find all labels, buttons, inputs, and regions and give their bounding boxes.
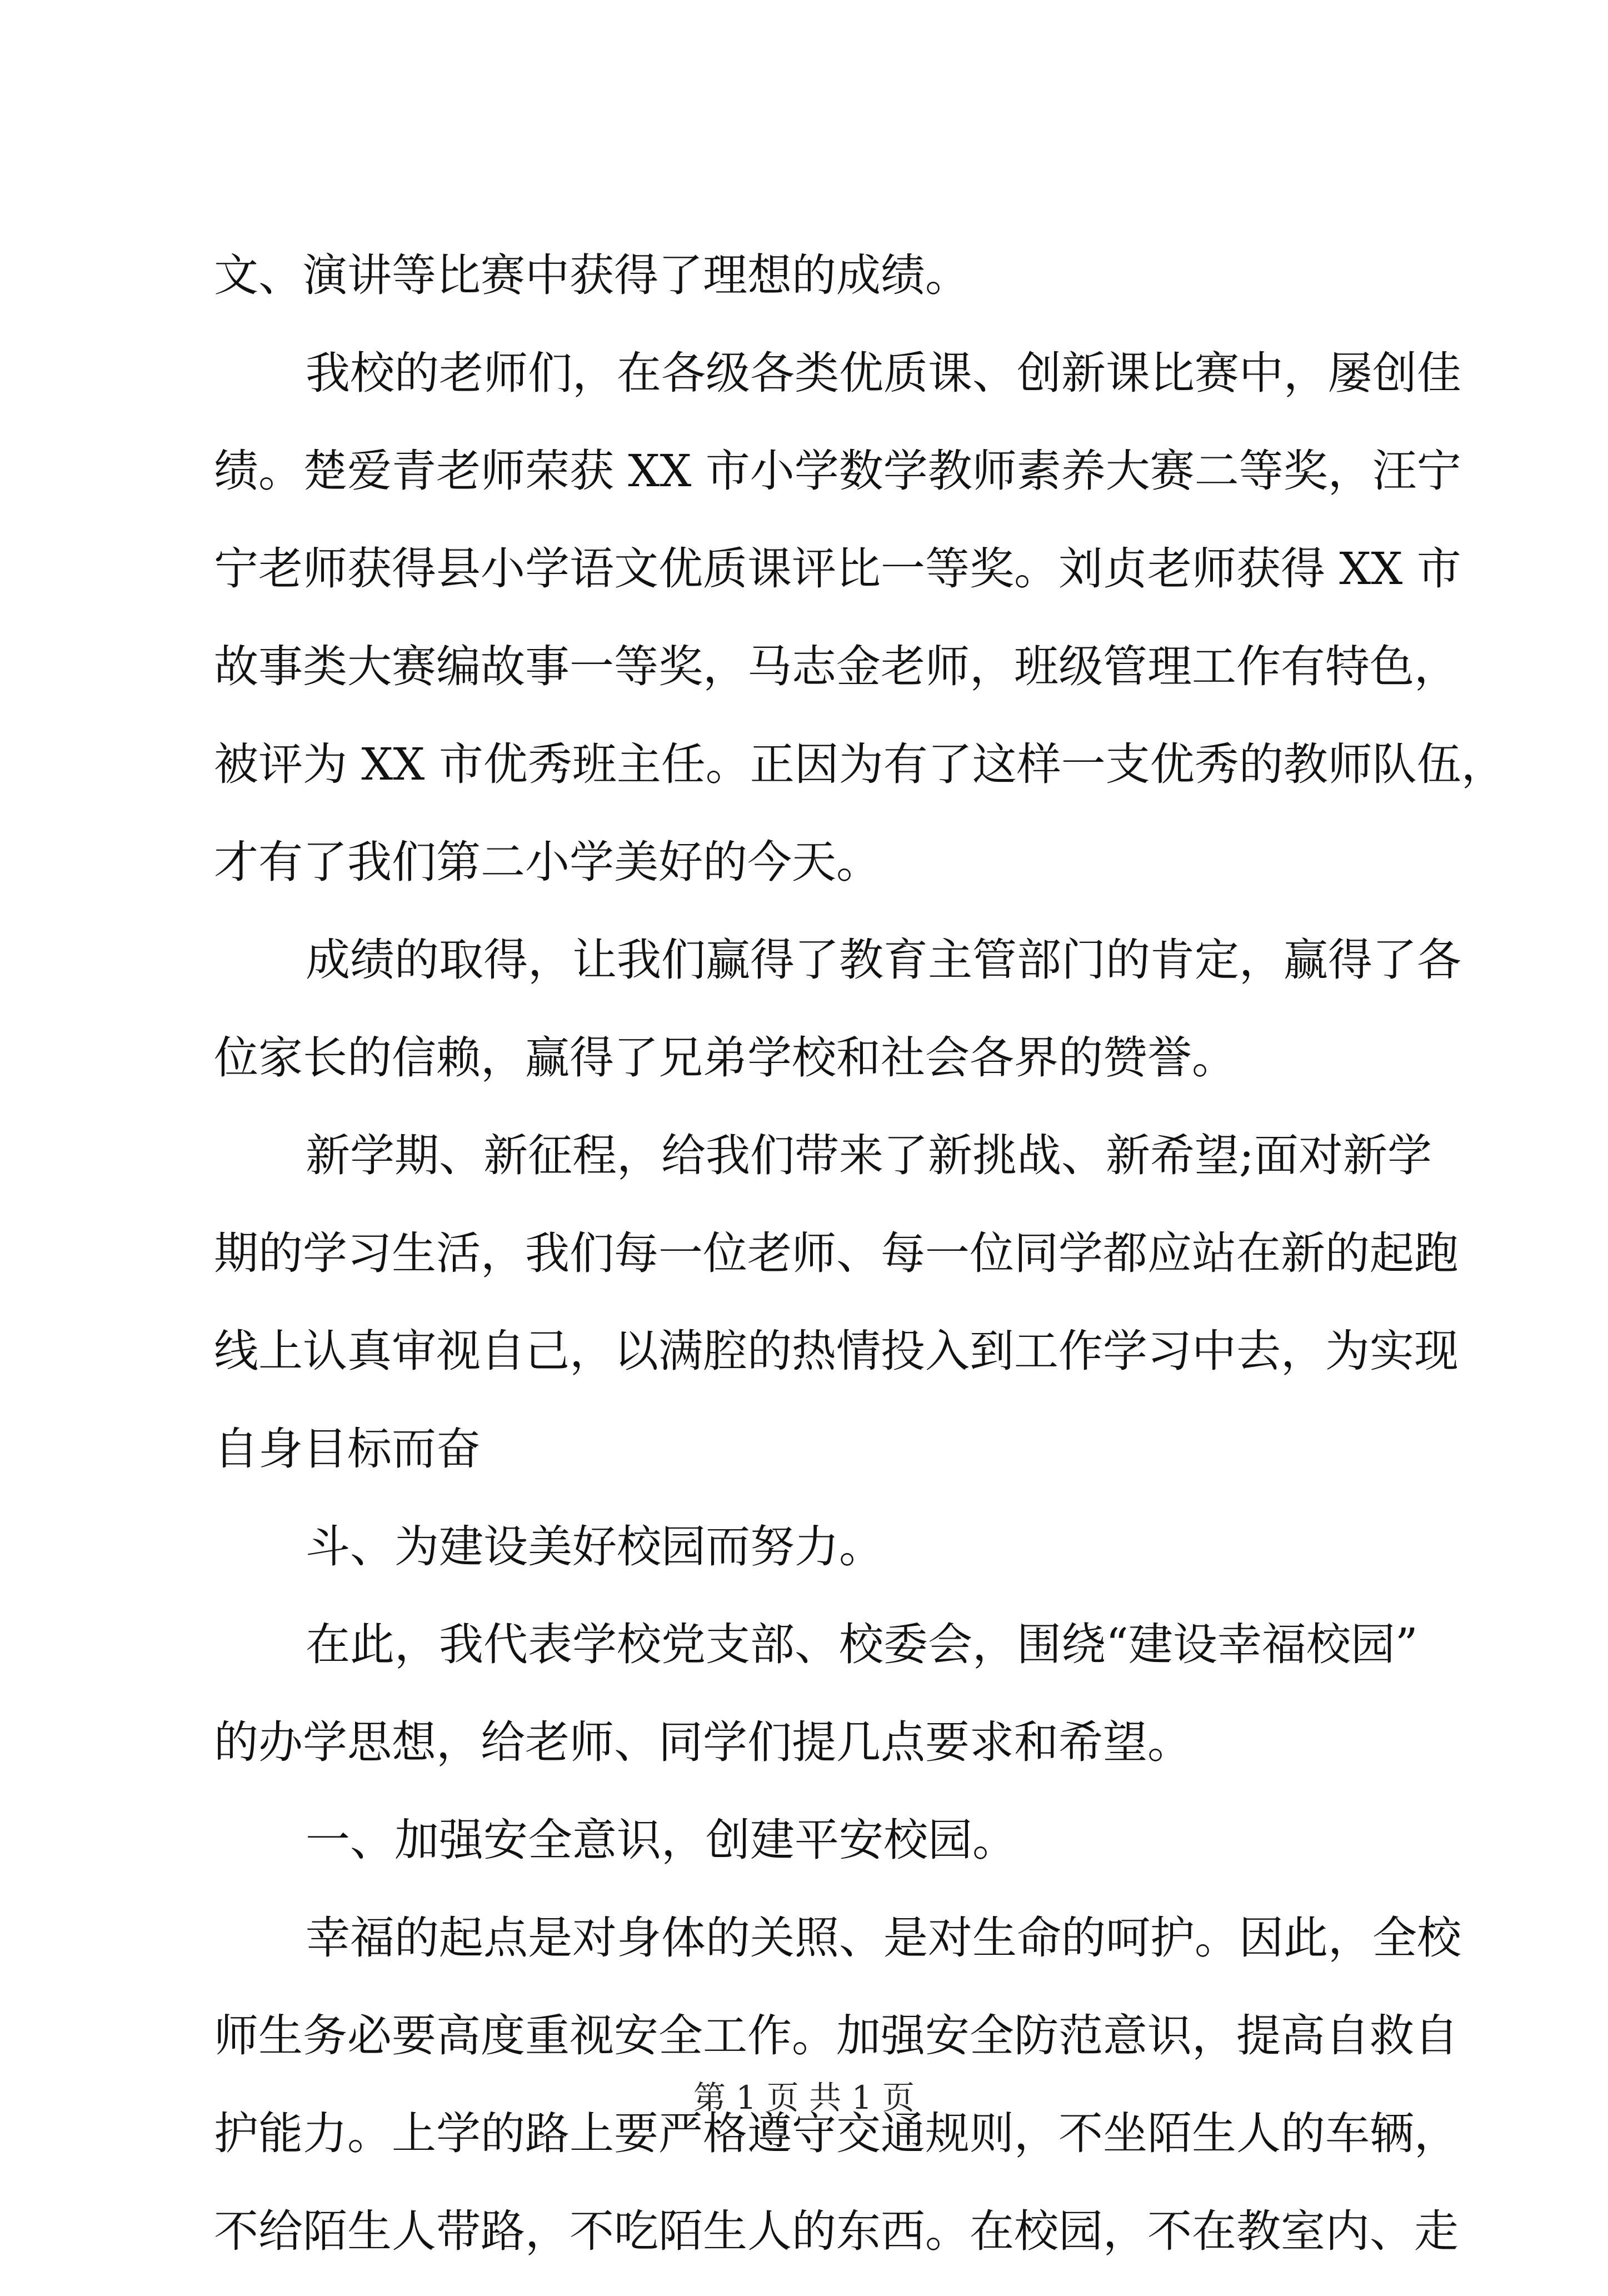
text-line: 不给陌生人带路，不吃陌生人的东西。在校园，不在教室内、走 — [214, 2205, 1459, 2257]
text-line: 被评为 XX 市优秀班主任。正因为有了这样一支优秀的教师队伍， — [214, 738, 1506, 790]
text-line: 才有了我们第二小学美好的今天。 — [214, 836, 881, 888]
text-line: 线上认真审视自己，以满腔的热情投入到工作学习中去，为实现 — [214, 1325, 1459, 1377]
page-number: 第 1 页 共 1 页 — [693, 2079, 915, 2117]
text-line: 位家长的信赖，赢得了兄弟学校和社会各界的赞誉。 — [214, 1032, 1236, 1084]
text-line: 在此，我代表学校党支部、校委会，围绕“建设幸福校园” — [306, 1619, 1418, 1670]
text-line: 成绩的取得，让我们赢得了教育主管部门的肯定，赢得了各 — [306, 934, 1461, 986]
text-line: 绩。楚爱青老师荣获 XX 市小学数学教师素养大赛二等奖，汪宁 — [214, 445, 1461, 497]
text-line: 新学期、新征程，给我们带来了新挑战、新希望;面对新学 — [306, 1130, 1432, 1181]
page-footer — [0, 2075, 1608, 2120]
section-heading: 一、加强安全意识，创建平安校园。 — [306, 1814, 1017, 1866]
text-line: 幸福的起点是对身体的关照、是对生命的呵护。因此，全校 — [306, 1912, 1461, 1964]
text-line: 期的学习生活，我们每一位老师、每一位同学都应站在新的起跑 — [214, 1227, 1459, 1279]
text-line: 我校的老师们，在各级各类优质课、创新课比赛中，屡创佳 — [306, 347, 1461, 399]
text-line: 护能力。上学的路上要严格遵守交通规则，不坐陌生人的车辆， — [214, 2108, 1459, 2159]
text-line: 故事类大赛编故事一等奖，马志金老师，班级管理工作有特色， — [214, 641, 1459, 692]
text-line: 文、演讲等比赛中获得了理想的成绩。 — [214, 249, 970, 301]
text-line: 的办学思想，给老师、同学们提几点要求和希望。 — [214, 1716, 1192, 1768]
text-line: 自身目标而奋 — [214, 1423, 481, 1475]
text-line: 师生务必要高度重视安全工作。加强安全防范意识，提高自救自 — [214, 2010, 1459, 2062]
body-text — [214, 242, 1506, 2296]
text-line: 斗、为建设美好校园而努力。 — [306, 1521, 883, 1573]
text-line: 宁老师获得县小学语文优质课评比一等奖。刘贞老师获得 XX 市 — [214, 543, 1461, 595]
